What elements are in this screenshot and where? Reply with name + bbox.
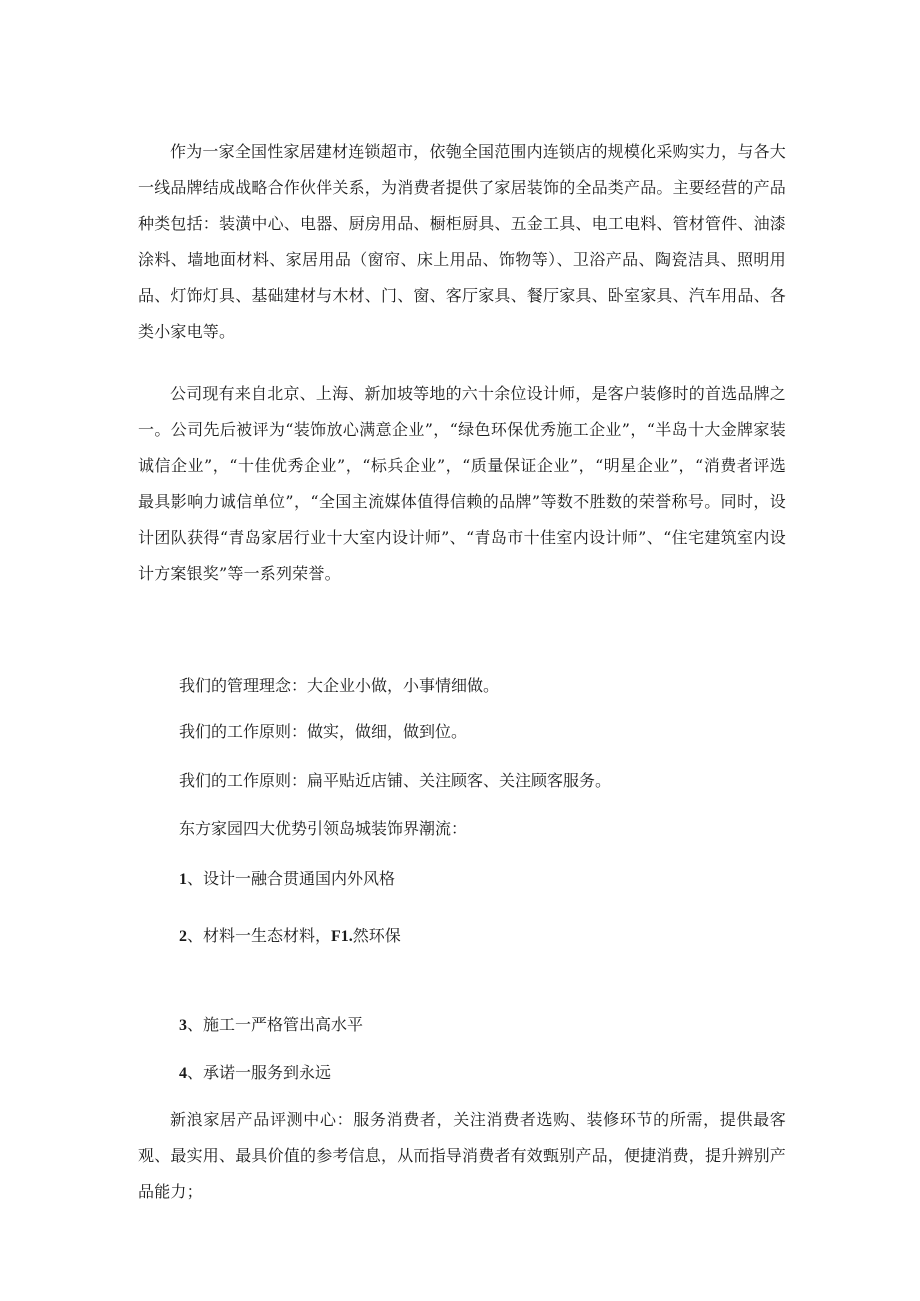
management-concept-line: 我们的管理理念：大企业小做，小事情细做。	[179, 676, 500, 695]
advantage-text-latin: F1.	[331, 928, 353, 945]
advantage-text-tail: 然环保	[352, 926, 401, 945]
advantage-item-3	[179, 1013, 363, 1038]
advantage-item-2	[179, 924, 401, 949]
work-principle-line-1: 我们的工作原则：做实，做细，做到位。	[179, 722, 468, 741]
company-honors-paragraph: 公司现有来自北京、上海、新加坡等地的六十余位设计师，是客户装修时的首选品牌之一。公司先后被评为“装饰放心满意企业”，“绿色环保优秀施工企业”，“半岛十大金牌家装诚信企业”，“十佳优秀企业”，“标兵企业”，“质量保证企业”，“明星企业”，“消费者评选最具影响力诚信单位”，“全国主流媒体值得信赖的品牌”等数不胜数的荣誉称号。同时，设计团队获得“青岛家居行业十大室内设计师”、“青岛市十佳室内设计师”、“住宅建筑室内设计方案银奖”等一系列荣誉。	[138, 384, 786, 583]
advantage-number: 2	[179, 928, 187, 945]
advantage-text: 、施工一严格管出高水平	[187, 1015, 364, 1034]
advantage-number: 3	[179, 1017, 187, 1034]
advantages-intro-line: 东方家园四大优势引领岛城装饰界潮流：	[179, 819, 468, 838]
work-principle-line-2: 我们的工作原则：扁平贴近店铺、关注顾客、关注顾客服务。	[179, 771, 612, 790]
advantage-item-4	[179, 1061, 331, 1086]
advantage-text: 、设计一融合贯通国内外风格	[187, 869, 396, 888]
review-center-paragraph: 新浪家居产品评测中心：服务消费者，关注消费者选购、装修环节的所需，提供最客观、最实用、最具价值的参考信息，从而指导消费者有效甄别产品，便捷消费，提升辨别产品能力；	[138, 1110, 787, 1201]
advantage-number: 4	[179, 1065, 187, 1082]
intro-paragraph: 作为一家全国性家居建材连锁超市，依匏全国范围内连锁店的规模化采购实力，与各大一线品牌结成战略合作伙伴关系，为消费者提供了家居装饰的全品类产品。主要经营的产品种类包括：装潢中心、电器、厨房用品、橱柜厨具、五金工具、电工电料、管材管件、油漆涂料、墙地面材料、家居用品（窗帘、床上用品、饰物等）、卫浴产品、陶瓷洁具、照明用品、灯饰灯具、基础建材与木材、门、窗、客厅家具、餐厅家具、卧室家具、汽车用品、各类小家电等。	[138, 142, 787, 341]
advantage-text: 、承诺一服务到永远	[187, 1063, 332, 1082]
advantage-item-1	[179, 867, 395, 892]
advantage-number: 1	[179, 871, 187, 888]
advantage-text: 、材料一生态材料，	[187, 926, 332, 945]
